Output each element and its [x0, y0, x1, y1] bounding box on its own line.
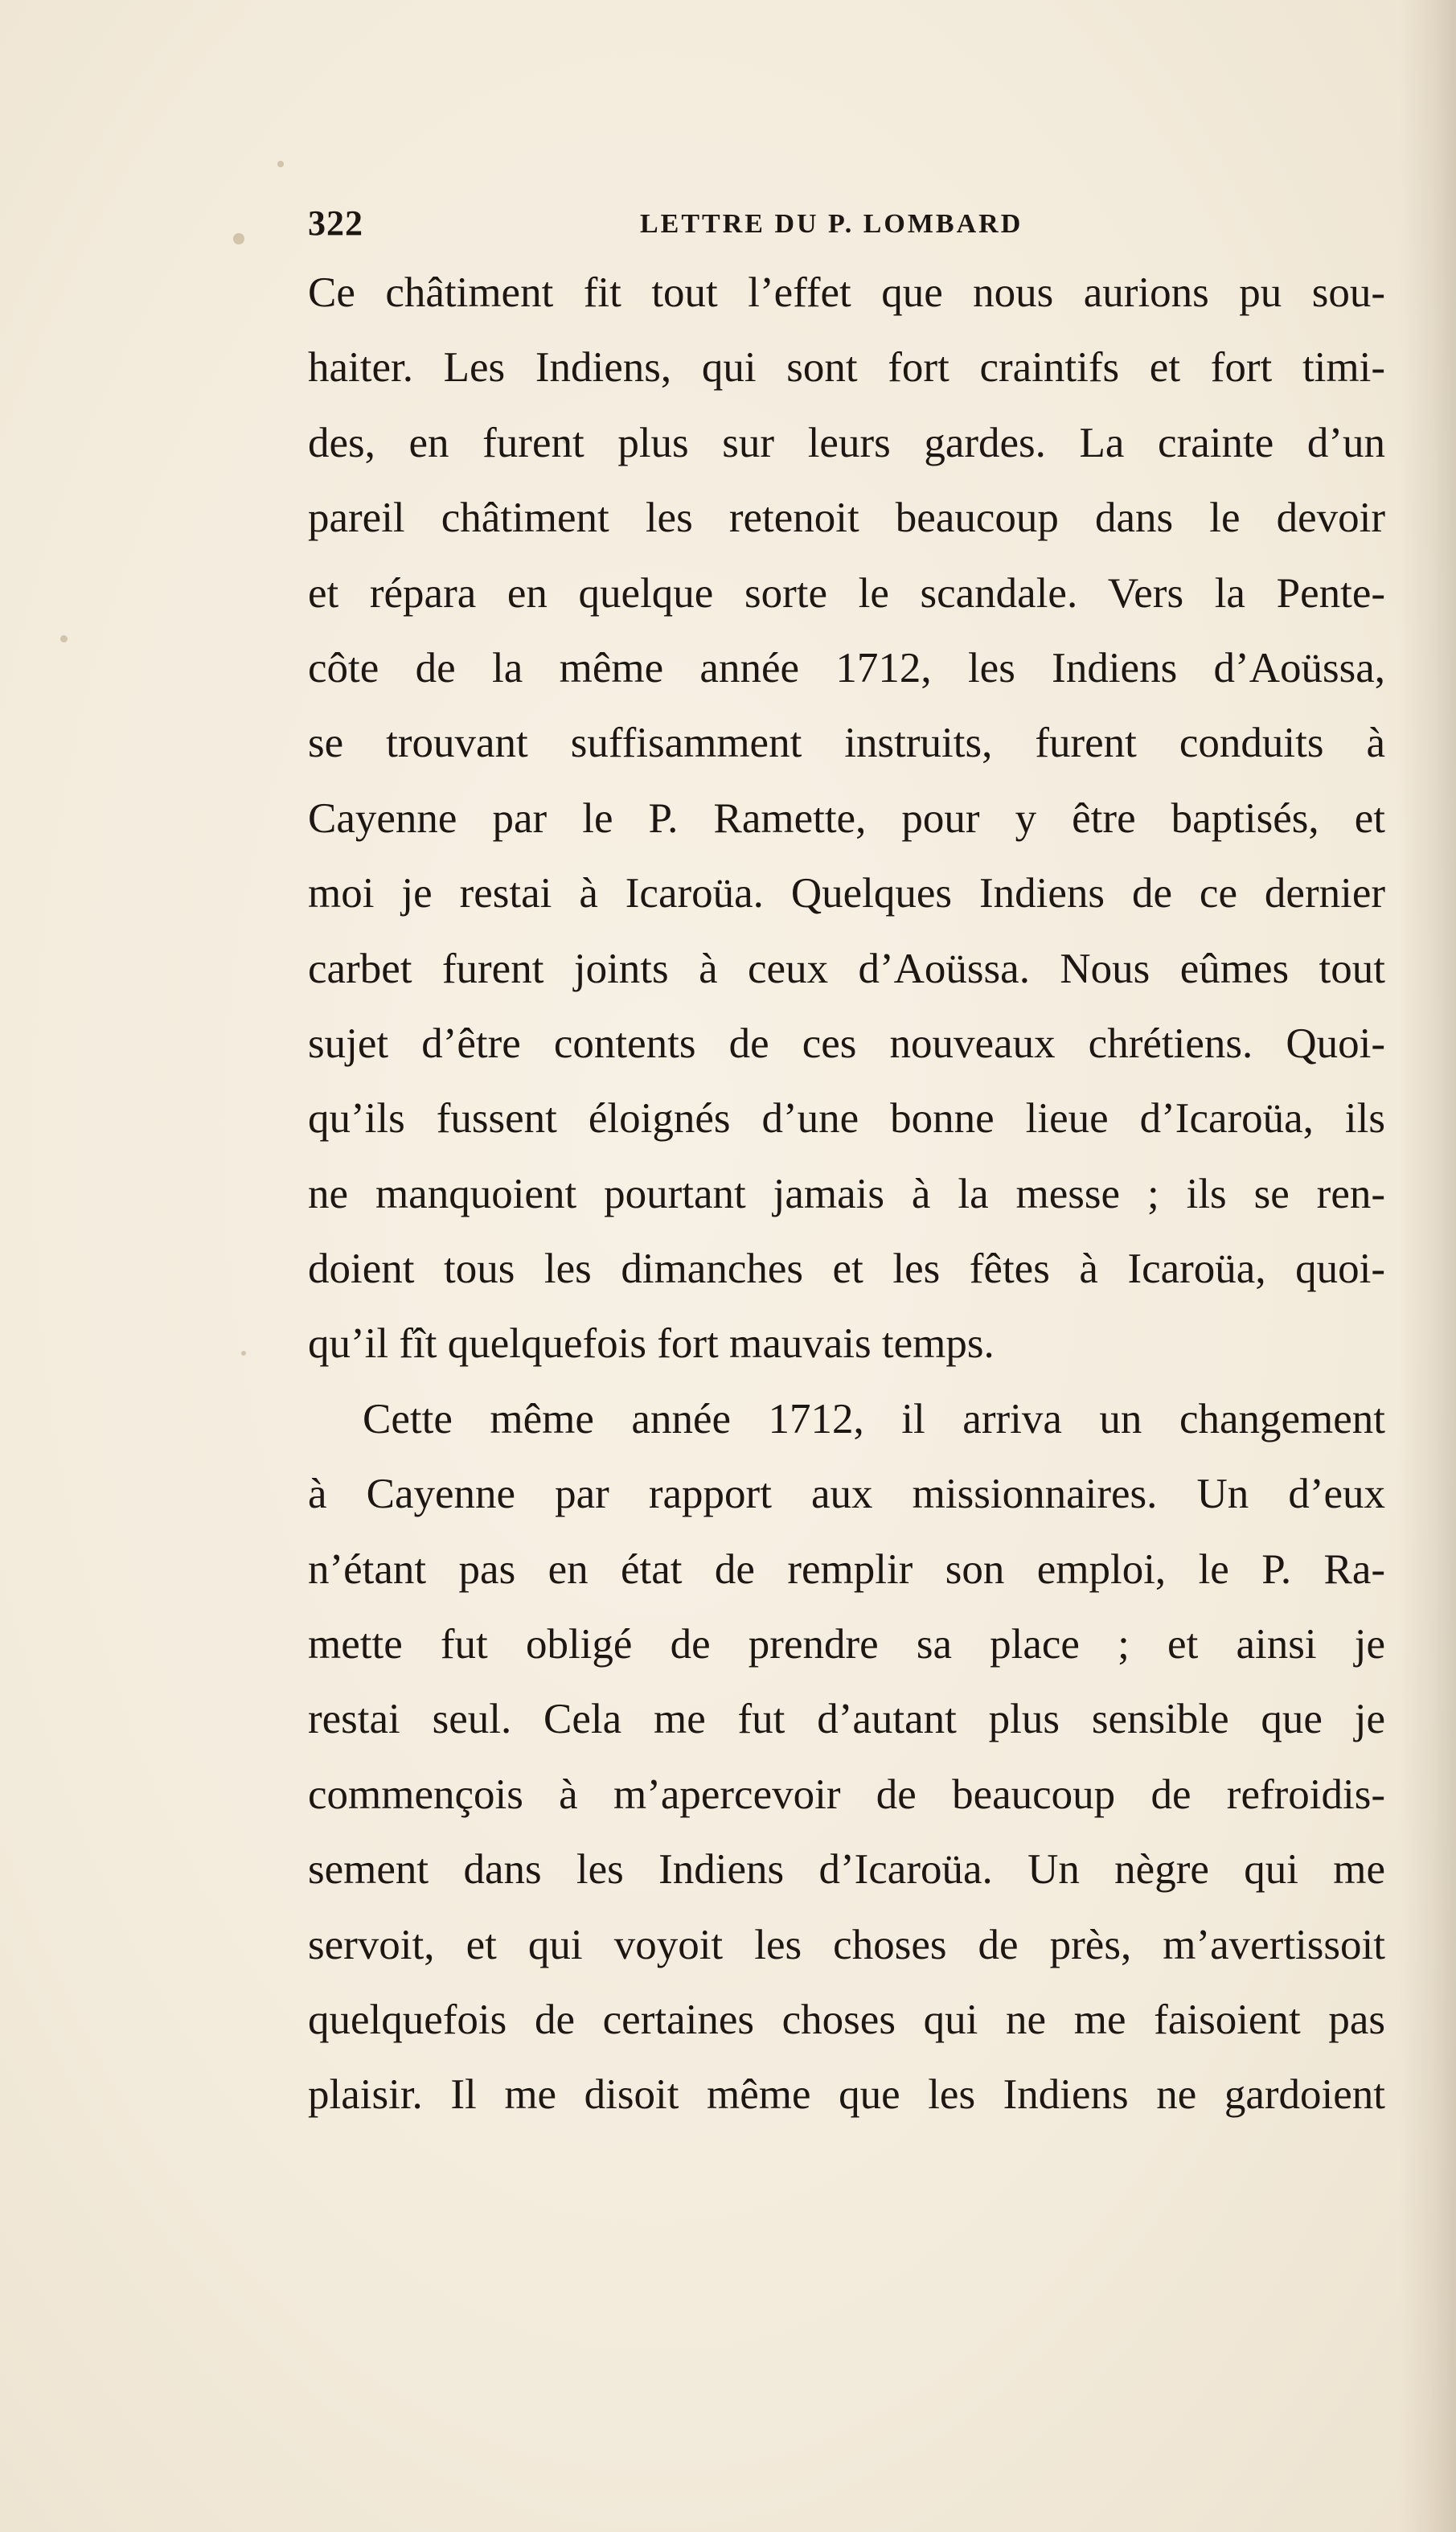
running-head: LETTRE DU P. LOMBARD: [640, 209, 1023, 239]
text-line: qu’il fît quelquefois fort mauvais temps.: [308, 1320, 995, 1368]
text-line: plaisir. Il me disoit même que les Indiens ne gardoient: [308, 2071, 1385, 2119]
text-line: servoit, et qui voyoit les choses de près, m’avertissoit: [308, 1921, 1385, 1968]
text-line: des, en furent plus sur leurs gardes. La crainte d’un: [308, 419, 1385, 466]
page-header: [308, 203, 1385, 251]
text-line: côte de la même année 1712, les Indiens d’Aoüssa,: [308, 644, 1385, 691]
page-number: 322: [308, 203, 363, 243]
paper-speck: [233, 233, 244, 244]
text-line: Cayenne par le P. Ramette, pour y être baptisés, et: [308, 794, 1385, 842]
text-line: Cette même année 1712, il arriva un changement: [363, 1395, 1385, 1442]
paper-speck: [277, 161, 284, 167]
text-line: n’étant pas en état de remplir son emploi, le P. Ra-: [308, 1545, 1385, 1593]
text-line: restai seul. Cela me fut d’autant plus sensible que je: [308, 1696, 1385, 1743]
text-line: sujet d’être contents de ces nouveaux chrétiens. Quoi-: [308, 1020, 1385, 1067]
text-line: Ce châtiment fit tout l’effet que nous aurions pu sou-: [308, 269, 1385, 316]
text-line: commençois à m’apercevoir de beaucoup de refroidis-: [308, 1771, 1385, 1818]
paragraph: [308, 256, 1385, 1382]
text-line: mette fut obligé de prendre sa place ; et ainsi je: [308, 1621, 1385, 1668]
text-line: ne manquoient pourtant jamais à la messe ; ils se ren-: [308, 1170, 1385, 1217]
text-line: quelquefois de certaines choses qui ne me faisoient pas: [308, 1996, 1385, 2043]
text-line: qu’ils fussent éloignés d’une bonne lieue d’Icaroüa, ils: [308, 1095, 1385, 1143]
text-line: à Cayenne par rapport aux missionnaires. Un d’eux: [308, 1471, 1385, 1518]
paper-speck: [60, 635, 68, 642]
text-line: moi je restai à Icaroüa. Quelques Indiens de ce dernier: [308, 870, 1385, 917]
paper-speck: [241, 1351, 246, 1356]
text-line: et répara en quelque sorte le scandale. Vers la Pente-: [308, 569, 1385, 617]
body-text: [308, 256, 1385, 2133]
text-line: haiter. Les Indiens, qui sont fort craintifs et fort timi-: [308, 344, 1385, 392]
paragraph: [308, 1382, 1385, 2133]
text-line: carbet furent joints à ceux d’Aoüssa. Nous eûmes tout: [308, 945, 1385, 992]
text-line: se trouvant suffisamment instruits, furent conduits à: [308, 720, 1385, 767]
text-line: sement dans les Indiens d’Icaroüa. Un nègre qui me: [308, 1846, 1385, 1894]
text-line: doient tous les dimanches et les fêtes à Icaroüa, quoi-: [308, 1245, 1385, 1293]
page-edge-shadow: [1400, 0, 1456, 2532]
text-line: pareil châtiment les retenoit beaucoup dans le devoir: [308, 494, 1385, 542]
